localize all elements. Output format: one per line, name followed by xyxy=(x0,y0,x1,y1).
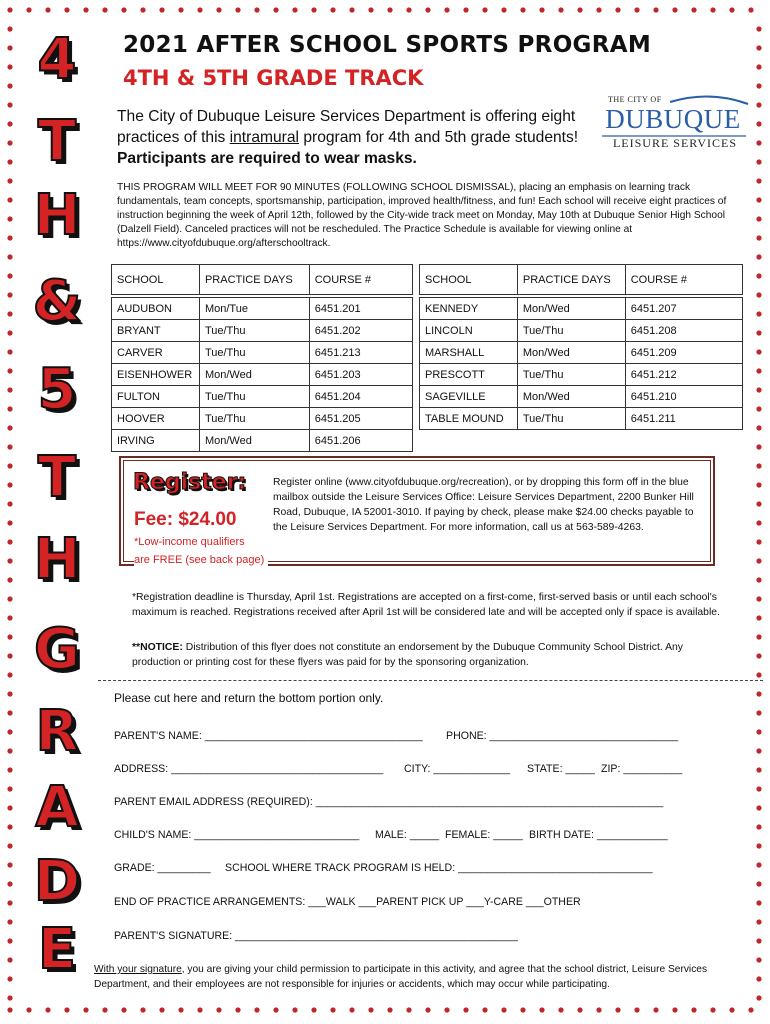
border-dot xyxy=(254,1007,259,1012)
border-dot xyxy=(756,311,761,316)
intro-text-2: program for 4th and 5th grade students! xyxy=(299,129,579,146)
border-dot xyxy=(330,7,335,12)
practice-days-cell: Mon/Tue xyxy=(199,298,309,320)
border-dot xyxy=(756,748,761,753)
border-dot xyxy=(7,349,12,354)
practice-days-cell: Tue/Thu xyxy=(199,386,309,408)
border-dot xyxy=(7,729,12,734)
side-letter: R xyxy=(35,699,79,764)
vertical-grade-lettering xyxy=(22,27,92,982)
border-dot xyxy=(7,368,12,373)
practice-days-cell: Tue/Thu xyxy=(517,364,625,386)
address-field[interactable]: ADDRESS: ____________________________________ xyxy=(114,763,384,775)
border-dot xyxy=(45,1007,50,1012)
table-row xyxy=(420,298,743,320)
cut-line xyxy=(98,680,763,681)
side-letter: T xyxy=(37,109,77,174)
border-dot xyxy=(7,900,12,905)
school-cell: HOOVER xyxy=(112,408,200,430)
table-row xyxy=(112,298,413,320)
border-dot xyxy=(7,710,12,715)
border-dot xyxy=(710,7,715,12)
border-dot xyxy=(7,691,12,696)
border-dot xyxy=(273,7,278,12)
border-dot xyxy=(756,767,761,772)
border-dot xyxy=(7,748,12,753)
side-letter: E xyxy=(37,917,77,982)
border-dot xyxy=(7,330,12,335)
border-dot xyxy=(7,444,12,449)
border-dot xyxy=(444,7,449,12)
border-dot xyxy=(756,330,761,335)
border-dot xyxy=(615,1007,620,1012)
border-dot xyxy=(64,1007,69,1012)
border-dot xyxy=(558,7,563,12)
border-dot xyxy=(425,7,430,12)
schedule-header-cell: COURSE # xyxy=(625,265,742,295)
schedule-table-right xyxy=(419,264,743,430)
border-dot xyxy=(7,159,12,164)
border-dot xyxy=(756,634,761,639)
border-dot xyxy=(7,463,12,468)
border-dot xyxy=(756,672,761,677)
practice-days-cell: Mon/Wed xyxy=(199,364,309,386)
notice-label: **NOTICE: xyxy=(132,642,183,653)
border-dot xyxy=(520,7,525,12)
school-cell: KENNEDY xyxy=(420,298,518,320)
border-dot xyxy=(349,7,354,12)
practice-days-cell: Tue/Thu xyxy=(517,320,625,342)
grade-field[interactable]: GRADE: _________ xyxy=(114,862,211,874)
border-dot xyxy=(368,1007,373,1012)
table-row xyxy=(112,320,413,342)
border-dot xyxy=(756,520,761,525)
course-number-cell: 6451.210 xyxy=(625,386,742,408)
border-dot xyxy=(7,292,12,297)
border-dot xyxy=(710,1007,715,1012)
border-dot xyxy=(756,463,761,468)
border-dot xyxy=(7,995,12,1000)
intro-underlined: intramural xyxy=(229,129,299,146)
border-dot xyxy=(7,406,12,411)
notice-text: Distribution of this flyer does not constitute an endorsement by the Dubuque Community School District. Any production or printing cost for these flyers was paid for by the sponsoring organization. xyxy=(132,642,683,668)
border-dot xyxy=(756,406,761,411)
border-dot xyxy=(756,881,761,886)
school-cell: CARVER xyxy=(112,342,200,364)
registration-deadline: *Registration deadline is Thursday, April 1st. Registrations are accepted on a first-come, first-served basis or until each school's maximum is reached. Registrations received after April 1st will be considered late and will be accepted only if space is available. xyxy=(132,592,720,618)
border-dot xyxy=(756,501,761,506)
male-field[interactable]: MALE: _____ xyxy=(375,829,440,841)
practice-days-cell: Mon/Wed xyxy=(517,386,625,408)
border-dot xyxy=(756,653,761,658)
border-dot xyxy=(7,501,12,506)
female-field[interactable]: FEMALE: _____ xyxy=(445,829,523,841)
schedule-header-cell: SCHOOL xyxy=(112,265,200,295)
intro-paragraph xyxy=(117,106,602,169)
border-dot xyxy=(756,235,761,240)
course-number-cell: 6451.213 xyxy=(309,342,412,364)
border-dot xyxy=(672,7,677,12)
course-number-cell: 6451.202 xyxy=(309,320,412,342)
border-dot xyxy=(7,634,12,639)
border-dot xyxy=(7,140,12,145)
border-dot xyxy=(756,292,761,297)
border-dot xyxy=(756,596,761,601)
school-cell: AUDUBON xyxy=(112,298,200,320)
border-dot xyxy=(756,45,761,50)
end-practice-arrangements-field[interactable]: END OF PRACTICE ARRANGEMENTS: ___WALK ___PARENT PICK UP ___Y-CARE ___OTHER xyxy=(114,896,581,908)
border-dot xyxy=(672,1007,677,1012)
register-heading: Register: xyxy=(133,470,247,495)
school-cell: TABLE MOUND xyxy=(420,408,518,430)
border-dot xyxy=(235,7,240,12)
border-dot xyxy=(756,862,761,867)
border-dot xyxy=(756,349,761,354)
border-dot xyxy=(756,976,761,981)
border-dot xyxy=(520,1007,525,1012)
table-row xyxy=(420,320,743,342)
border-dot xyxy=(197,7,202,12)
schedule-header-cell: PRACTICE DAYS xyxy=(517,265,625,295)
logo-city-of: THE CITY OF xyxy=(608,95,662,104)
intro-text-1: The City of Dubuque Leisure Services Department is offering eight practices of this xyxy=(117,108,576,146)
border-dot xyxy=(756,938,761,943)
border-dot xyxy=(7,615,12,620)
border-dot xyxy=(159,7,164,12)
schedule-header-cell: COURSE # xyxy=(309,265,412,295)
border-dot xyxy=(7,1007,12,1012)
border-dot xyxy=(7,843,12,848)
side-letter: H xyxy=(33,183,81,248)
border-dot xyxy=(406,1007,411,1012)
border-dot xyxy=(311,1007,316,1012)
border-dot xyxy=(7,577,12,582)
border-dot xyxy=(140,7,145,12)
border-dot xyxy=(7,976,12,981)
border-dot xyxy=(756,444,761,449)
border-dot xyxy=(425,1007,430,1012)
border-dot xyxy=(756,786,761,791)
border-dot xyxy=(7,45,12,50)
border-dot xyxy=(756,805,761,810)
side-letter: 4 xyxy=(37,27,77,92)
border-dot xyxy=(83,7,88,12)
border-dot xyxy=(7,102,12,107)
border-dot xyxy=(178,7,183,12)
practice-days-cell: Mon/Wed xyxy=(517,342,625,364)
course-number-cell: 6451.207 xyxy=(625,298,742,320)
border-dot xyxy=(121,7,126,12)
practice-days-cell: Tue/Thu xyxy=(199,408,309,430)
border-dot xyxy=(596,7,601,12)
border-dot xyxy=(691,7,696,12)
border-dot xyxy=(7,121,12,126)
low-income-note-2: are FREE (see back page) xyxy=(134,554,268,566)
border-dot xyxy=(756,64,761,69)
border-dot xyxy=(756,197,761,202)
border-dot xyxy=(7,786,12,791)
border-dot xyxy=(7,539,12,544)
border-dot xyxy=(756,216,761,221)
border-dot xyxy=(756,539,761,544)
border-dot xyxy=(7,558,12,563)
phone-field[interactable]: PHONE: ________________________________ xyxy=(446,730,679,742)
table-row xyxy=(112,408,413,430)
schedule-header-cell: SCHOOL xyxy=(420,265,518,295)
border-dot xyxy=(444,1007,449,1012)
border-dot xyxy=(748,7,753,12)
page-subtitle: 4TH & 5TH GRADE TRACK xyxy=(123,66,424,90)
border-dot xyxy=(558,1007,563,1012)
border-dot xyxy=(729,1007,734,1012)
birth-date-field[interactable]: BIRTH DATE: ____________ xyxy=(529,829,668,841)
zip-field[interactable]: ZIP: __________ xyxy=(601,763,683,775)
border-dot xyxy=(7,235,12,240)
border-dot xyxy=(756,83,761,88)
border-dot xyxy=(691,1007,696,1012)
border-dot xyxy=(7,425,12,430)
course-number-cell: 6451.211 xyxy=(625,408,742,430)
school-cell: PRESCOTT xyxy=(420,364,518,386)
fee-amount: Fee: $24.00 xyxy=(134,509,237,530)
page-title: 2021 AFTER SCHOOL SPORTS PROGRAM xyxy=(123,32,652,58)
border-dot xyxy=(756,121,761,126)
side-letter: A xyxy=(35,775,79,840)
course-number-cell: 6451.205 xyxy=(309,408,412,430)
border-dot xyxy=(216,7,221,12)
practice-days-cell: Tue/Thu xyxy=(199,320,309,342)
signature-disclaimer xyxy=(94,962,714,992)
border-dot xyxy=(756,159,761,164)
side-letter: D xyxy=(33,849,81,914)
border-dot xyxy=(748,1007,753,1012)
border-dot xyxy=(756,425,761,430)
border-dot xyxy=(756,729,761,734)
course-number-cell: 6451.212 xyxy=(625,364,742,386)
logo-dubuque: DUBUQUE xyxy=(605,104,741,134)
border-dot xyxy=(756,995,761,1000)
register-instructions: Register online (www.cityofdubuque.org/recreation), or by dropping this form off in the blue mailbox outside the Leisure Services Office: Leisure Services Department, 2200 Bunker Hill Road, Dubuque, IA 52001-3010. If paying by check, please make $24.00 checks payable to the Leisure Services Department. For more information, call us at 563-589-4263. xyxy=(273,477,694,533)
state-field[interactable]: STATE: _____ xyxy=(527,763,595,775)
border-dot xyxy=(653,1007,658,1012)
city-field[interactable]: CITY: _____________ xyxy=(404,763,511,775)
course-number-cell: 6451.208 xyxy=(625,320,742,342)
border-dot xyxy=(7,216,12,221)
border-dot xyxy=(7,26,12,31)
border-dot xyxy=(7,83,12,88)
border-dot xyxy=(756,843,761,848)
border-dot xyxy=(756,254,761,259)
border-dot xyxy=(45,7,50,12)
border-dot xyxy=(26,1007,31,1012)
border-dot xyxy=(463,1007,468,1012)
side-letter: & xyxy=(32,269,82,334)
school-cell: FULTON xyxy=(112,386,200,408)
border-dot xyxy=(7,178,12,183)
border-dot xyxy=(7,254,12,259)
border-dot xyxy=(615,7,620,12)
side-letter: 5 xyxy=(37,357,77,422)
border-dot xyxy=(756,577,761,582)
course-number-cell: 6451.209 xyxy=(625,342,742,364)
border-dot xyxy=(482,1007,487,1012)
border-dot xyxy=(292,1007,297,1012)
border-dot xyxy=(387,1007,392,1012)
border-dot xyxy=(756,558,761,563)
side-letter: H xyxy=(33,527,81,592)
table-row xyxy=(420,342,743,364)
border-dot xyxy=(756,900,761,905)
border-dot xyxy=(7,7,12,12)
program-description: THIS PROGRAM WILL MEET FOR 90 MINUTES (FOLLOWING SCHOOL DISMISSAL), placing an emphasis on learning track fundamentals, team concepts, sportsmanship, participation, improved health/fitness, and fun! Each school will receive eight practices of instruction beginning the week of April 12th, followed by the City-wide track meet on Monday, May 10th at Dubuque Senior High School (Dalzell Field). Canceled practices will not be rescheduled. The Practice Schedule is available for viewing online at https://www.cityofdubuque.org/afterschooltrack. xyxy=(117,182,727,249)
border-dot xyxy=(387,7,392,12)
cut-instructions: Please cut here and return the bottom portion only. xyxy=(114,691,384,705)
border-dot xyxy=(756,710,761,715)
practice-days-cell: Mon/Wed xyxy=(517,298,625,320)
border-dot xyxy=(634,7,639,12)
school-cell: LINCOLN xyxy=(420,320,518,342)
border-dot xyxy=(178,1007,183,1012)
intro-masks-notice: Participants are required to wear masks. xyxy=(117,150,417,167)
border-dot xyxy=(756,178,761,183)
dubuque-logo xyxy=(600,90,750,160)
border-dot xyxy=(729,7,734,12)
border-dot xyxy=(577,7,582,12)
table-row xyxy=(112,364,413,386)
border-dot xyxy=(349,1007,354,1012)
border-dot xyxy=(406,7,411,12)
border-dot xyxy=(330,1007,335,1012)
school-cell: MARSHALL xyxy=(420,342,518,364)
border-dot xyxy=(7,881,12,886)
border-dot xyxy=(64,7,69,12)
table-row xyxy=(420,386,743,408)
border-dot xyxy=(653,7,658,12)
table-row xyxy=(420,408,743,430)
course-number-cell: 6451.201 xyxy=(309,298,412,320)
border-dot xyxy=(539,1007,544,1012)
border-dot xyxy=(756,482,761,487)
border-dot xyxy=(254,7,259,12)
border-dot xyxy=(596,1007,601,1012)
schedule-table-left xyxy=(111,264,413,452)
border-dot xyxy=(756,273,761,278)
border-dot xyxy=(756,957,761,962)
border-dot xyxy=(501,7,506,12)
table-row xyxy=(420,364,743,386)
border-dot xyxy=(7,767,12,772)
border-dot xyxy=(756,102,761,107)
parent-email-field[interactable]: PARENT EMAIL ADDRESS (REQUIRED): ___________________________________________________________ xyxy=(114,796,664,808)
school-cell: IRVING xyxy=(112,430,200,452)
border-dot xyxy=(756,140,761,145)
low-income-note-1: *Low-income qualifiers xyxy=(134,536,245,548)
border-dot xyxy=(539,7,544,12)
border-dot xyxy=(102,7,107,12)
border-dot xyxy=(756,691,761,696)
school-held-field[interactable]: SCHOOL WHERE TRACK PROGRAM IS HELD: _________________________________ xyxy=(225,862,653,874)
border-dot xyxy=(102,1007,107,1012)
border-dot xyxy=(7,273,12,278)
border-dot xyxy=(577,1007,582,1012)
border-dot xyxy=(7,862,12,867)
table-row xyxy=(112,342,413,364)
child-name-field[interactable]: CHILD'S NAME: ____________________________ xyxy=(114,829,360,841)
border-dot xyxy=(7,596,12,601)
border-dot xyxy=(121,1007,126,1012)
border-dot xyxy=(216,1007,221,1012)
disclaimer-text: , you are giving your child permission to participate in this activity, and agree that the school district, Leisure Services Department, and their employees are not responsible for injuries or accidents, which may occur while participating. xyxy=(94,964,708,990)
border-dot xyxy=(26,7,31,12)
border-dot xyxy=(7,805,12,810)
border-dot xyxy=(273,1007,278,1012)
parent-name-field[interactable]: PARENT'S NAME: _____________________________________ xyxy=(114,730,423,742)
side-letter: T xyxy=(37,445,77,510)
disclaimer-underlined: With your signature xyxy=(94,964,182,975)
border-dot xyxy=(7,64,12,69)
border-dot xyxy=(756,26,761,31)
border-dot xyxy=(7,957,12,962)
border-dot xyxy=(311,7,316,12)
border-dot xyxy=(7,919,12,924)
border-dot xyxy=(83,1007,88,1012)
table-row xyxy=(112,430,413,452)
school-cell: EISENHOWER xyxy=(112,364,200,386)
school-cell: BRYANT xyxy=(112,320,200,342)
border-dot xyxy=(7,824,12,829)
border-dot xyxy=(159,1007,164,1012)
border-dot xyxy=(7,653,12,658)
logo-leisure-services: LEISURE SERVICES xyxy=(612,136,738,150)
practice-days-cell: Mon/Wed xyxy=(199,430,309,452)
distribution-notice xyxy=(132,640,732,670)
schedule-header-cell: PRACTICE DAYS xyxy=(199,265,309,295)
side-letter: G xyxy=(34,617,80,682)
border-dot xyxy=(756,368,761,373)
school-cell: SAGEVILLE xyxy=(420,386,518,408)
border-dot xyxy=(7,672,12,677)
course-number-cell: 6451.206 xyxy=(309,430,412,452)
border-dot xyxy=(140,1007,145,1012)
course-number-cell: 6451.203 xyxy=(309,364,412,386)
border-dot xyxy=(7,197,12,202)
border-dot xyxy=(756,824,761,829)
border-dot xyxy=(756,387,761,392)
border-dot xyxy=(501,1007,506,1012)
border-dot xyxy=(197,1007,202,1012)
border-dot xyxy=(756,615,761,620)
practice-days-cell: Tue/Thu xyxy=(517,408,625,430)
parent-signature-field[interactable]: PARENT'S SIGNATURE: ________________________________________________ xyxy=(114,930,518,942)
border-dot xyxy=(756,919,761,924)
border-dot xyxy=(7,311,12,316)
border-dot xyxy=(235,1007,240,1012)
border-dot xyxy=(482,7,487,12)
practice-days-cell: Tue/Thu xyxy=(199,342,309,364)
border-dot xyxy=(292,7,297,12)
border-dot xyxy=(7,482,12,487)
course-number-cell: 6451.204 xyxy=(309,386,412,408)
border-dot xyxy=(7,520,12,525)
border-dot xyxy=(7,938,12,943)
border-dot xyxy=(368,7,373,12)
border-dot xyxy=(7,387,12,392)
border-dot xyxy=(634,1007,639,1012)
table-row xyxy=(112,386,413,408)
border-dot xyxy=(463,7,468,12)
